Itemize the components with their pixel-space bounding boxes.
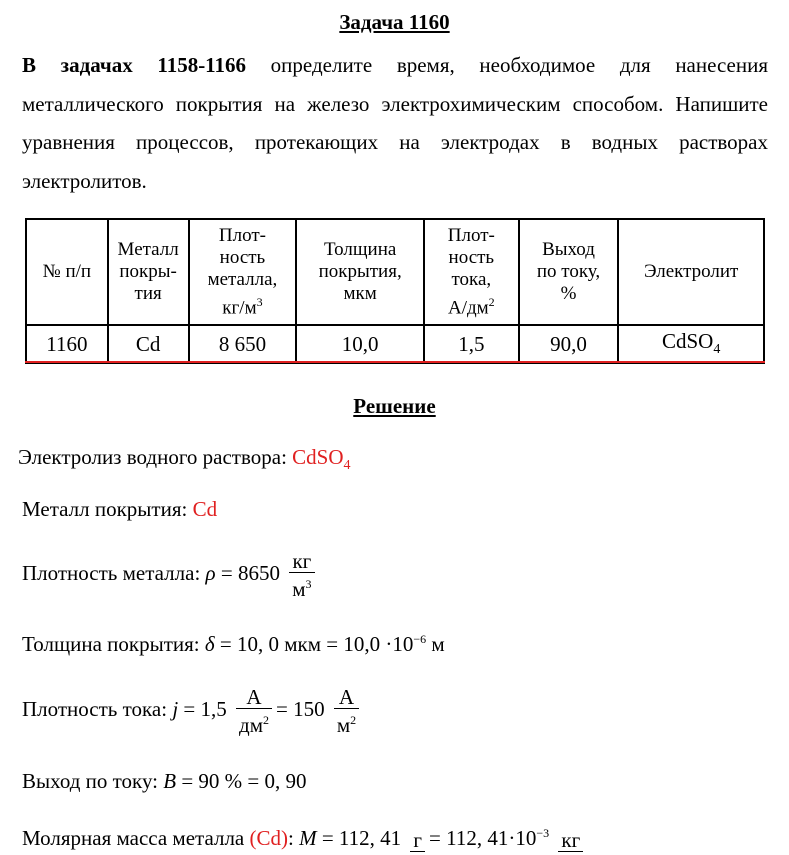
line-molar-mass: Молярная масса металла (Cd): M = 112, 41 г = 112, $41\cdot 10^{-3}$ кг [22, 826, 587, 852]
cell-density: 8 650 [189, 325, 297, 363]
col-number: № п/п [26, 219, 108, 325]
line-yield: Выход по току: B = 90 % = 0, 90 [22, 769, 307, 793]
cell-yield: 90,0 [519, 325, 619, 363]
line-metal: Металл покрытия: Cd [22, 497, 218, 521]
col-current-density: Плот- ность тока, $А/дм^2$ [424, 219, 519, 325]
line-current-density: Плотность тока: j = 1,5 $\frac{А}{дм^2}$ = 150 $\frac{А}{м^2}$ [22, 686, 363, 736]
cell-current-density: 1,5 [424, 325, 519, 363]
table-header-row [26, 219, 764, 325]
parameters-table [25, 218, 765, 364]
task-text: определите время, необходимое для нанесения металлического покрытия на железо электрохимическим способом. Напишите уравнения процессов, протекающих на электродах в водных растворах электролитов. [22, 53, 768, 193]
cell-number: 1160 [26, 325, 108, 363]
col-density: Плот- ность металла, $кг/м^3$ [189, 219, 297, 325]
task-title: Задача 1160 [339, 10, 450, 34]
density-unit: $\frac{кг}{м^3}$ [289, 550, 314, 600]
line-thickness: Толщина покрытия: δ = 10, 0 мкм = $10,0 \cdot 10^{-6}$ м [22, 632, 445, 656]
line-electrolysis: Электролиз водного раствора: CdSO$_4$ [18, 445, 351, 474]
table-row [26, 325, 764, 363]
cell-electrolyte: CdSO$_4$ [618, 325, 764, 363]
solution-title: Решение [353, 394, 436, 418]
col-yield: Выход по току, % [519, 219, 619, 325]
col-metal: Металл покры- тия [108, 219, 189, 325]
cell-thickness: 10,0 [296, 325, 424, 363]
cell-metal: Cd [108, 325, 189, 363]
line-density: Плотность металла: ρ = 8650 $\frac{кг}{м^3}$ [22, 550, 319, 600]
task-range: В задачах 1158-1166 [22, 53, 247, 77]
task-description [22, 46, 768, 200]
red-underline [25, 361, 765, 363]
col-thickness: Толщина покрытия, мкм [296, 219, 424, 325]
col-electrolyte: Электролит [618, 219, 764, 325]
